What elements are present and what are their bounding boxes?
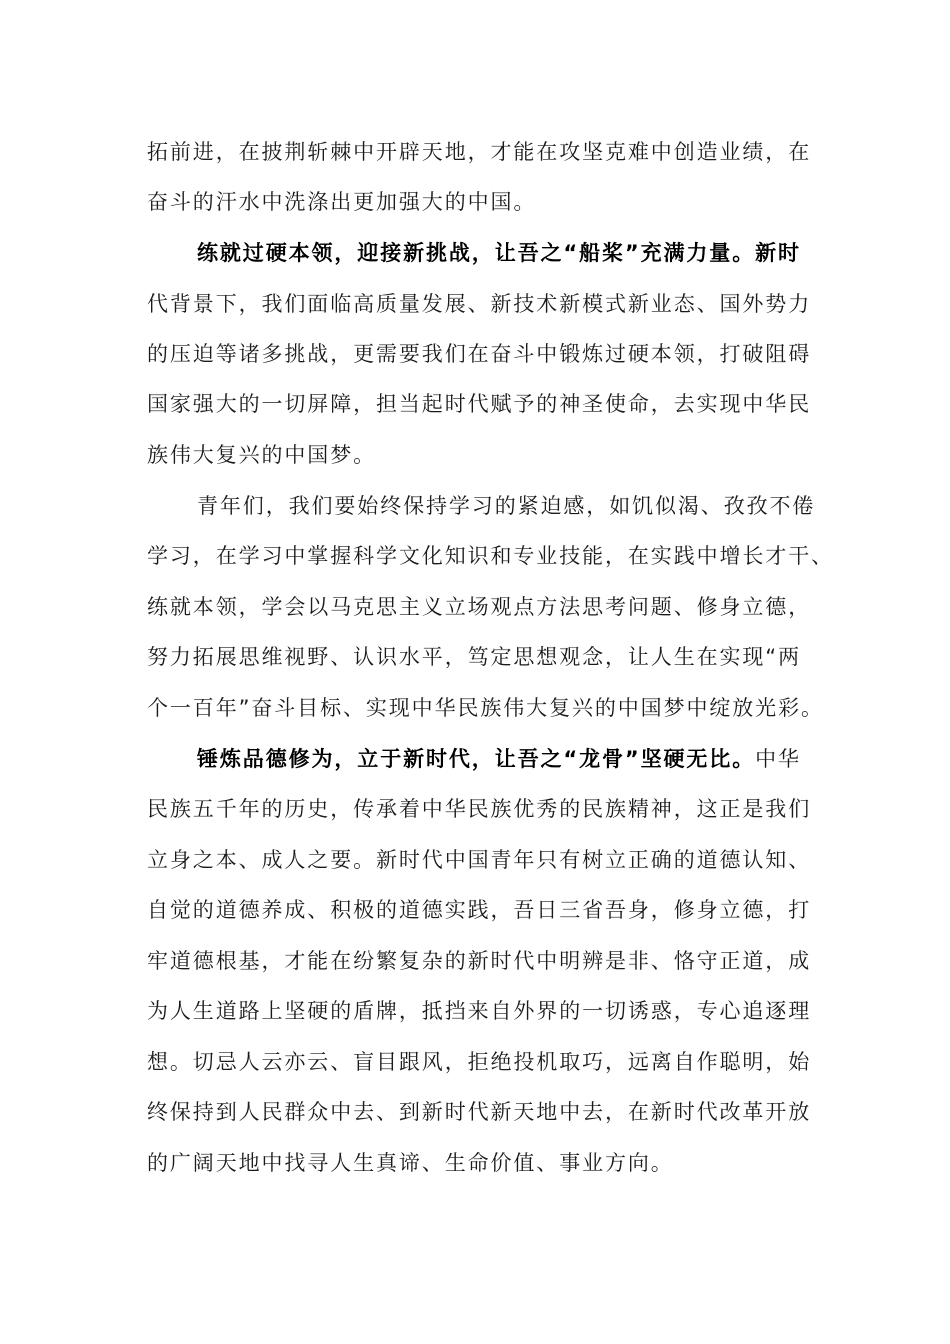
paragraph-4-heading: 锤炼品德修为，立于新时代，让吾之“龙骨”坚硬无比。 xyxy=(197,747,756,771)
paragraph-4-line-6: 为人生道路上坚硬的盾牌，抵挡来自外界的一切诱惑，专心追逐理 xyxy=(147,999,812,1023)
paragraph-4-line-2: 民族五千年的历史，传承着中华民族优秀的民族精神，这正是我们 xyxy=(147,797,812,821)
paragraph-1-line-2: 奋斗的汗水中洗涤出更加强大的中国。 xyxy=(147,190,537,214)
paragraph-1-line-1: 拓前进，在披荆斩棘中开辟天地，才能在攻坚克难中创造业绩，在 xyxy=(147,140,812,164)
paragraph-4-line-9: 的广阔天地中找寻人生真谛、生命价值、事业方向。 xyxy=(147,1151,674,1175)
paragraph-4-line-3: 立身之本、成人之要。新时代中国青年只有树立正确的道德认知、 xyxy=(147,848,812,872)
paragraph-3-line-5: 个一百年”奋斗目标、实现中华民族伟大复兴的中国梦中绽放光彩。 xyxy=(147,696,824,720)
paragraph-2-line-2: 代背景下，我们面临高质量发展、新技术新模式新业态、国外势力 xyxy=(147,292,812,316)
paragraph-3-line-2: 学习，在学习中掌握科学文化知识和专业技能，在实践中增长才干、 xyxy=(147,544,834,568)
paragraph-4-line-7: 想。切忌人云亦云、盲目跟风，拒绝投机取巧，远离自作聪明，始 xyxy=(147,1050,812,1074)
paragraph-4-line-1 xyxy=(197,744,801,774)
paragraph-3-line-3: 练就本领，学会以马克思主义立场观点方法思考问题、修身立德， xyxy=(147,595,812,619)
paragraph-3-line-4: 努力拓展思维视野、认识水平，笃定思想观念，让人生在实现“两 xyxy=(147,645,801,669)
paragraph-4-line-1-rest: 中华 xyxy=(755,747,801,771)
paragraph-2-heading: 练就过硬本领，迎接新挑战，让吾之“船桨”充满力量。新时 xyxy=(197,241,801,265)
paragraph-4-line-5: 牢道德根基，才能在纷繁复杂的新时代中明辨是非、恪守正道，成 xyxy=(147,949,812,973)
paragraph-4-line-8: 终保持到人民群众中去、到新时代新天地中去，在新时代改革开放 xyxy=(147,1100,812,1124)
paragraph-3-line-1: 青年们，我们要始终保持学习的紧迫感，如饥似渴、孜孜不倦 xyxy=(197,494,816,518)
paragraph-4-line-4: 自觉的道德养成、积极的道德实践，吾日三省吾身，修身立德，打 xyxy=(147,898,812,922)
paragraph-2-line-3: 的压迫等诸多挑战，更需要我们在奋斗中锻炼过硬本领，打破阻碍 xyxy=(147,342,812,366)
paragraph-2-line-5: 族伟大复兴的中国梦。 xyxy=(147,443,376,467)
paragraph-2-line-4: 国家强大的一切屏障，担当起时代赋予的神圣使命，去实现中华民 xyxy=(147,392,812,416)
